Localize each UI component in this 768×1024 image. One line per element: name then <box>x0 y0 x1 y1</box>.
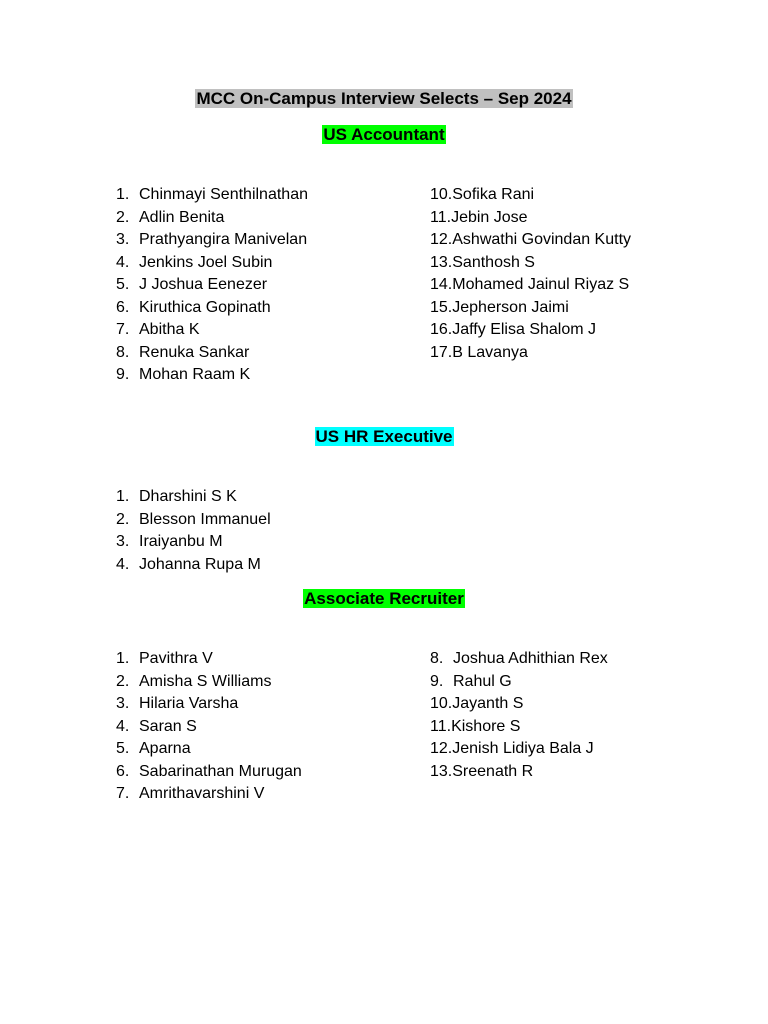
list-item-name: Aparna <box>139 740 191 757</box>
document-title-text: MCC On-Campus Interview Selects – Sep 2024 <box>196 89 572 108</box>
list-item <box>116 783 302 806</box>
list-item-number: 9. <box>116 366 130 383</box>
list-item-name: Chinmayi Senthilnathan <box>139 186 308 203</box>
list-item <box>430 738 608 761</box>
list-item-name: Abitha K <box>139 321 200 338</box>
list-item-number: 2. <box>116 208 130 226</box>
list-item-name: Sreenath R <box>452 762 534 780</box>
list-item-name: Saran S <box>139 717 197 735</box>
list-item-number: 11. <box>430 717 452 735</box>
list-item-name: Joshua Adhithian Rex <box>453 650 608 667</box>
list-item-number: 12. <box>430 740 453 757</box>
list-item-number: 2. <box>116 510 130 528</box>
list-item-name: Kishore S <box>451 717 521 735</box>
list-item-number: 13. <box>430 253 453 271</box>
list-item-number: 6. <box>116 762 130 780</box>
list-item-name: J Joshua Eenezer <box>139 276 268 293</box>
list-item-name: Renuka Sankar <box>139 343 250 361</box>
section-heading-associate-recruiter <box>0 588 768 610</box>
list-item <box>430 207 631 230</box>
list-item-number: 8. <box>116 343 130 361</box>
list-item-number: 4. <box>116 555 130 573</box>
list-item-name: Hilaria Varsha <box>139 695 239 712</box>
list-item <box>116 509 271 532</box>
list-item <box>116 761 302 784</box>
list-item-name: Adlin Benita <box>139 208 225 226</box>
section-heading-text: US HR Executive <box>315 427 453 446</box>
list-item <box>430 297 631 320</box>
list-item-number: 5. <box>116 276 130 293</box>
list-item-name: B Lavanya <box>452 343 528 361</box>
list-item-name: Blesson Immanuel <box>139 510 271 528</box>
list-item-name: Johanna Rupa M <box>139 555 261 573</box>
list-item <box>116 554 271 577</box>
list-item-number: 13. <box>430 762 453 780</box>
section-heading-us-hr-executive <box>0 426 768 448</box>
list-item <box>430 274 631 297</box>
list-item <box>116 297 308 320</box>
list-item-name: Iraiyanbu M <box>139 533 223 550</box>
document-title <box>0 88 768 110</box>
list-item <box>116 364 308 387</box>
list-item <box>116 486 271 509</box>
list-item-number: 14. <box>430 276 453 293</box>
list-item-name: Santhosh S <box>452 253 535 271</box>
list-item-number: 3. <box>116 695 130 712</box>
list-item-number: 15. <box>430 298 453 316</box>
list-item-number: 11. <box>430 208 452 226</box>
list-item <box>116 648 302 671</box>
list-item <box>116 252 308 275</box>
list-item <box>430 184 631 207</box>
list-item-number: 3. <box>116 231 130 248</box>
list-item-number: 7. <box>116 785 130 802</box>
list-item <box>430 693 608 716</box>
list-item <box>116 693 302 716</box>
us-accountant-list-left <box>116 184 308 387</box>
section-heading-us-accountant <box>0 124 768 146</box>
list-item-number: 1. <box>116 650 130 667</box>
list-item-name: Sofika Rani <box>452 186 535 203</box>
list-item-name: Jenkins Joel Subin <box>139 253 273 271</box>
list-item-name: Rahul G <box>453 672 512 690</box>
list-item <box>116 738 302 761</box>
list-item-name: Pavithra V <box>139 650 213 667</box>
list-item-name: Jenish Lidiya Bala J <box>452 740 594 757</box>
list-item <box>116 342 308 365</box>
list-item-number: 5. <box>116 740 130 757</box>
list-item-name: Sabarinathan Murugan <box>139 762 302 780</box>
list-item-name: Amrithavarshini V <box>139 785 265 802</box>
list-item <box>116 207 308 230</box>
associate-recruiter-list-left <box>116 648 302 806</box>
us-accountant-list-right <box>430 184 631 364</box>
list-item <box>430 319 631 342</box>
list-item-number: 6. <box>116 298 130 316</box>
list-item-number: 10. <box>430 695 453 712</box>
list-item <box>430 252 631 275</box>
list-item-name: Jebin Jose <box>451 208 528 226</box>
list-item-number: 7. <box>116 321 130 338</box>
list-item-number: 1. <box>116 186 130 203</box>
section-heading-text: US Accountant <box>323 125 445 144</box>
list-item-number: 10. <box>430 186 453 203</box>
list-item-number: 17. <box>430 343 453 361</box>
list-item <box>116 229 308 252</box>
list-item <box>430 342 631 365</box>
list-item-number: 8. <box>430 650 444 667</box>
list-item-number: 3. <box>116 533 130 550</box>
list-item <box>116 319 308 342</box>
list-item <box>430 761 608 784</box>
list-item <box>116 671 302 694</box>
associate-recruiter-list-right <box>430 648 608 783</box>
list-item <box>116 184 308 207</box>
list-item <box>430 229 631 252</box>
list-item <box>116 716 302 739</box>
list-item-name: Prathyangira Manivelan <box>139 231 308 248</box>
list-item-number: 1. <box>116 488 130 505</box>
list-item-name: Mohan Raam K <box>139 366 251 383</box>
list-item-name: Kiruthica Gopinath <box>139 298 271 316</box>
list-item-name: Mohamed Jainul Riyaz S <box>452 276 630 293</box>
list-item <box>116 531 271 554</box>
section-heading-text: Associate Recruiter <box>304 589 464 608</box>
list-item-name: Dharshini S K <box>139 488 237 505</box>
list-item-name: Amisha S Williams <box>139 672 272 690</box>
list-item <box>430 671 608 694</box>
list-item-number: 9. <box>430 672 444 690</box>
list-item-name: Jaffy Elisa Shalom J <box>452 321 597 338</box>
list-item-number: 2. <box>116 672 130 690</box>
list-item-name: Ashwathi Govindan Kutty <box>452 231 632 248</box>
us-hr-executive-list <box>116 486 271 576</box>
list-item <box>430 716 608 739</box>
list-item-number: 4. <box>116 717 130 735</box>
list-item <box>116 274 308 297</box>
list-item-number: 4. <box>116 253 130 271</box>
list-item-number: 16. <box>430 321 453 338</box>
list-item-name: Jepherson Jaimi <box>452 298 569 316</box>
list-item-number: 12. <box>430 231 453 248</box>
list-item <box>430 648 608 671</box>
list-item-name: Jayanth S <box>452 695 524 712</box>
